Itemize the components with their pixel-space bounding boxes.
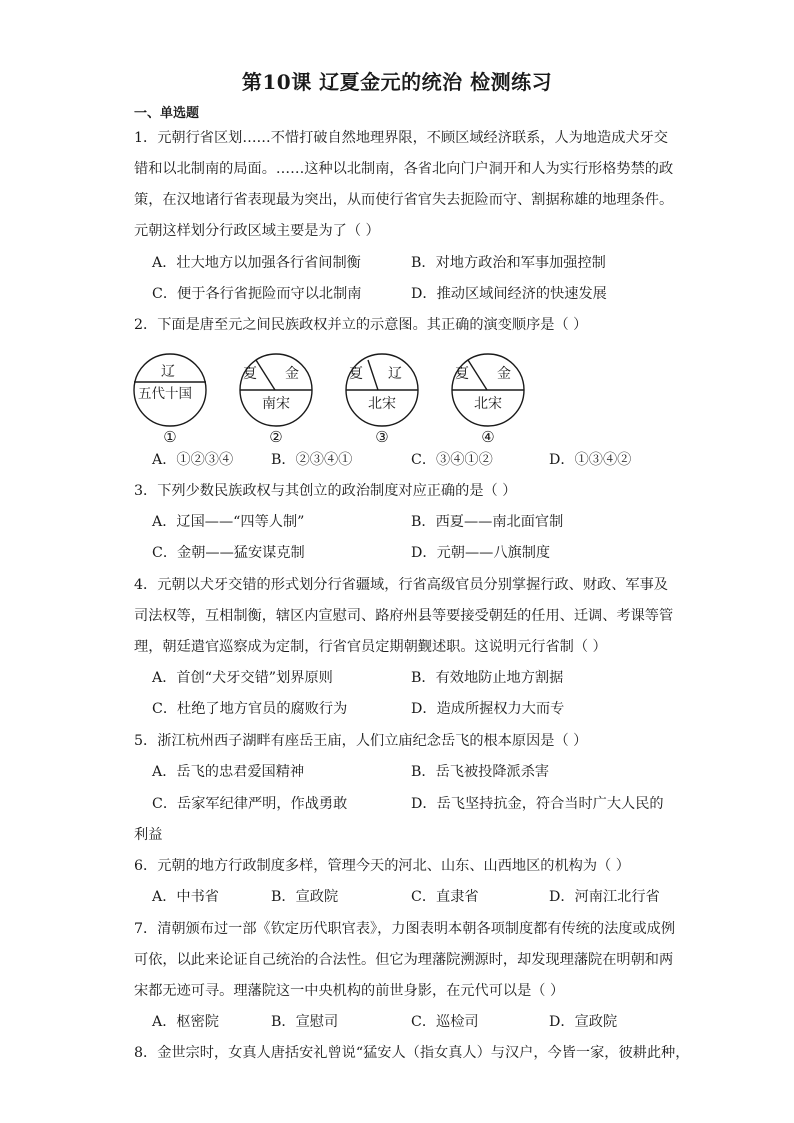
diagram-2-bottom-label: 南宋 [262,396,290,412]
q7-line: 可依，以此来论证自己统治的合法性。但它为理藩院溯源时，却发现理藩院在明朝和两 [134,952,674,968]
q4-line: 司法权等，互相制衡，辖区内宣慰司、路府州县等要接受朝廷的任用、迁调、考课等管 [134,608,674,624]
q3-option-b[interactable]: B．西夏——南北面官制 [411,514,564,530]
q1-option-c[interactable]: C．便于各行省扼险而守以北制南 [152,286,362,302]
q4-option-d[interactable]: D．造成所握权力大而专 [411,701,565,717]
q6-option-d[interactable]: D．河南江北行省 [549,889,660,905]
q2-option-c[interactable]: C．③④①② [411,452,493,468]
diagram-1-bottom-label: 五代十国 [138,386,192,402]
diagram-3-number: ③ [375,428,389,446]
q4-line: 4．元朝以犬牙交错的形式划分行省疆域，行省高级官员分别掌握行政、财政、军事及 [134,577,668,593]
q5-option-d-continued: 利益 [134,827,163,843]
diagram-4-number: ④ [481,428,495,446]
diagram-3-right-label: 辽 [388,366,402,382]
q2-option-b[interactable]: B．②③④① [271,452,353,468]
diagram-3-left-label: 夏 [349,366,363,382]
q3-stem: 3．下列少数民族政权与其创立的政治制度对应正确的是（ ） [134,483,517,499]
diagram-2-right-label: 金 [285,366,299,382]
diagram-circle-4 [452,354,524,426]
q6-option-a[interactable]: A．中书省 [152,889,219,905]
q2-option-a[interactable]: A．①②③④ [152,452,234,468]
q7-option-a[interactable]: A．枢密院 [152,1014,219,1030]
diagram-circle-2 [240,354,312,426]
q5-option-a[interactable]: A．岳飞的忠君爱国精神 [152,764,305,780]
diagram-2-number: ② [269,428,283,446]
q5-stem: 5．浙江杭州西子湖畔有座岳王庙，人们立庙纪念岳飞的根本原因是（ ） [134,733,588,749]
q2-option-d[interactable]: D．①③④② [549,452,632,468]
page-title: 第10课 辽夏金元的统治 检测练习 [241,70,553,94]
q6-option-b[interactable]: B．宣政院 [271,889,339,905]
q3-option-d[interactable]: D．元朝——八旗制度 [411,545,551,561]
q7-line: 宋都无迹可寻。理藩院这一中央机构的前世身影，在元代可以是（ ） [134,983,565,999]
q1-line: 错和以北制南的局面。……这种以北制南，各省北向门户洞开和人为实行形格势禁的政 [134,161,674,177]
q7-option-d[interactable]: D．宣政院 [549,1014,618,1030]
q3-option-a[interactable]: A．辽国——“四等人制” [152,514,305,530]
q1-option-b[interactable]: B．对地方政治和军事加强控制 [411,255,606,271]
q1-line: 策，在汉地诸行省表现最为突出，从而使行省官失去扼险而守、割据称雄的地理条件。 [134,192,674,208]
q1-line: 元朝这样划分行政区域主要是为了（ ） [134,223,380,239]
q1-line: 1．元朝行省区划……不惜打破自然地理界限，不顾区域经济联系，人为地造成犬牙交 [134,130,668,146]
q1-option-d[interactable]: D．推动区域间经济的快速发展 [411,286,607,302]
q6-option-c[interactable]: C．直隶省 [411,889,479,905]
diagram-4-bottom-label: 北宋 [474,396,502,412]
diagram-circle-3 [346,354,418,426]
diagram-4-left-label: 夏 [455,366,469,382]
q3-option-c[interactable]: C．金朝——猛安谋克制 [152,545,305,561]
diagram-3-bottom-label: 北宋 [368,396,396,412]
diagram-4-right-label: 金 [497,366,511,382]
q5-option-c[interactable]: C．岳家军纪律严明，作战勇敢 [152,796,348,812]
diagram-2-left-label: 夏 [243,366,257,382]
q5-option-d[interactable]: D．岳飞坚持抗金，符合当时广大人民的 [411,796,664,812]
diagram-1-number: ① [163,428,177,446]
diagram-1-top-label: 辽 [161,364,175,380]
q7-option-b[interactable]: B．宣慰司 [271,1014,339,1030]
q7-option-c[interactable]: C．巡检司 [411,1014,479,1030]
q8-line: 8．金世宗时，女真人唐括安礼曾说“猛安人（指女真人）与汉户，今皆一家，彼耕此种， [134,1045,690,1061]
q4-option-c[interactable]: C．杜绝了地方官员的腐败行为 [152,701,348,717]
q4-option-a[interactable]: A．首创“犬牙交错”划界原则 [152,670,333,686]
q4-line: 理，朝廷遣官巡察成为定制，行省官员定期朝觐述职。这说明元行省制（ ） [134,639,607,655]
q2-stem: 2．下面是唐至元之间民族政权并立的示意图。其正确的演变顺序是（ ） [134,317,588,333]
q7-line: 7．清朝颁布过一部《钦定历代职官表》，力图表明本朝各项制度都有传统的法度或成例 [134,921,676,937]
q5-option-b[interactable]: B．岳飞被投降派杀害 [411,764,550,780]
regime-diagram [130,352,550,448]
section-heading: 一、单选题 [134,106,200,121]
q1-option-a[interactable]: A．壮大地方以加强各行省间制衡 [152,255,361,271]
q6-stem: 6．元朝的地方行政制度多样，管理今天的河北、山东、山西地区的机构为（ ） [134,858,630,874]
q4-option-b[interactable]: B．有效地防止地方割据 [411,670,564,686]
